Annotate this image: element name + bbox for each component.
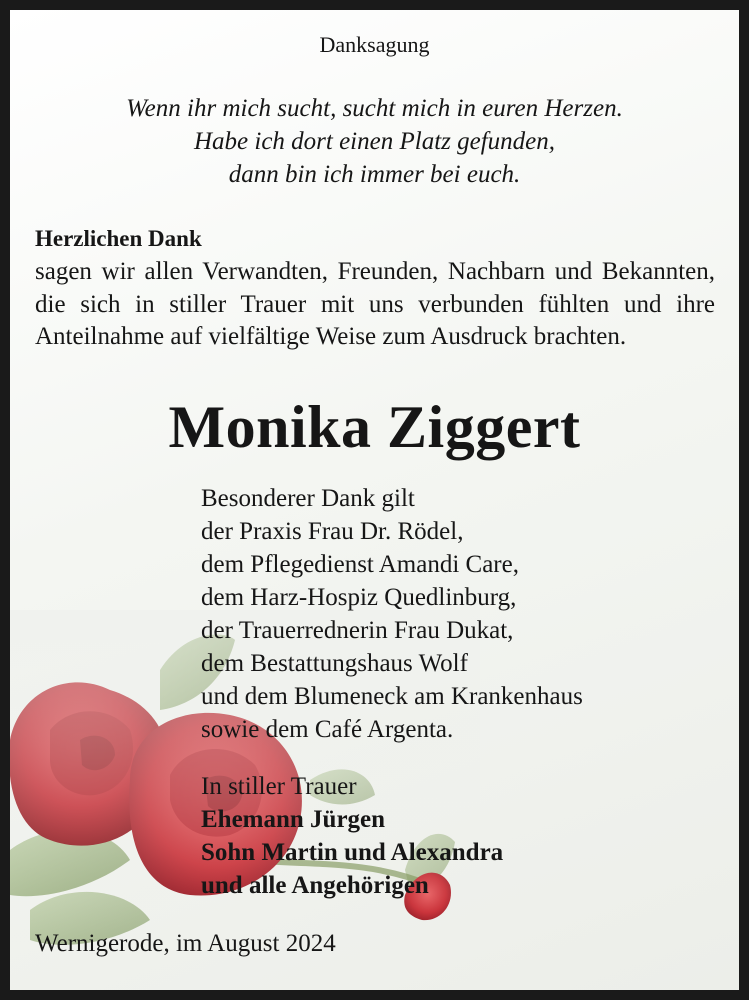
special-thanks-line: der Praxis Frau Dr. Rödel, — [201, 518, 464, 545]
special-thanks-line: der Trauerrednerin Frau Dukat, — [201, 617, 514, 644]
special-thanks-line: und dem Blumeneck am Krankenhaus — [201, 683, 583, 710]
verse-line-3: dann bin ich immer bei euch. — [228, 161, 521, 188]
special-thanks-line: dem Harz-Hospiz Quedlinburg, — [201, 584, 517, 611]
mourner-name: und alle Angehörigen — [201, 872, 429, 899]
special-thanks-line: dem Pflegedienst Amandi Care, — [201, 551, 519, 578]
place-date: Wernigerode, im August 2024 — [35, 930, 336, 957]
deceased-name: Monika Ziggert — [168, 394, 581, 460]
mourners-intro: In stiller Trauer — [201, 773, 357, 800]
mourner-name: Sohn Martin und Alexandra — [201, 839, 504, 866]
notice-heading: Danksagung — [319, 32, 430, 57]
special-thanks-line: Besonderer Dank gilt — [201, 485, 415, 512]
special-thanks-line: sowie dem Café Argenta. — [201, 716, 454, 743]
special-thanks-line: dem Bestattungshaus Wolf — [201, 650, 468, 677]
verse-line-1: Wenn ihr mich sucht, sucht mich in euren Herzen. — [126, 95, 623, 122]
mourners-block — [201, 770, 503, 902]
verse-line-2: Habe ich dort einen Platz gefunden, — [193, 128, 556, 155]
mourner-name: Ehemann Jürgen — [201, 806, 386, 833]
thanks-text: sagen wir allen Verwandten, Freunden, Nachbarn und Bekannten, die sich in stiller Trauer mit uns verbunden fühlten und ihre Anteilnahme auf vielfältige Weise zum Ausdruck brachten. — [35, 258, 715, 350]
thanks-title: Herzlichen Dank — [35, 226, 202, 251]
special-thanks-list — [201, 482, 583, 746]
